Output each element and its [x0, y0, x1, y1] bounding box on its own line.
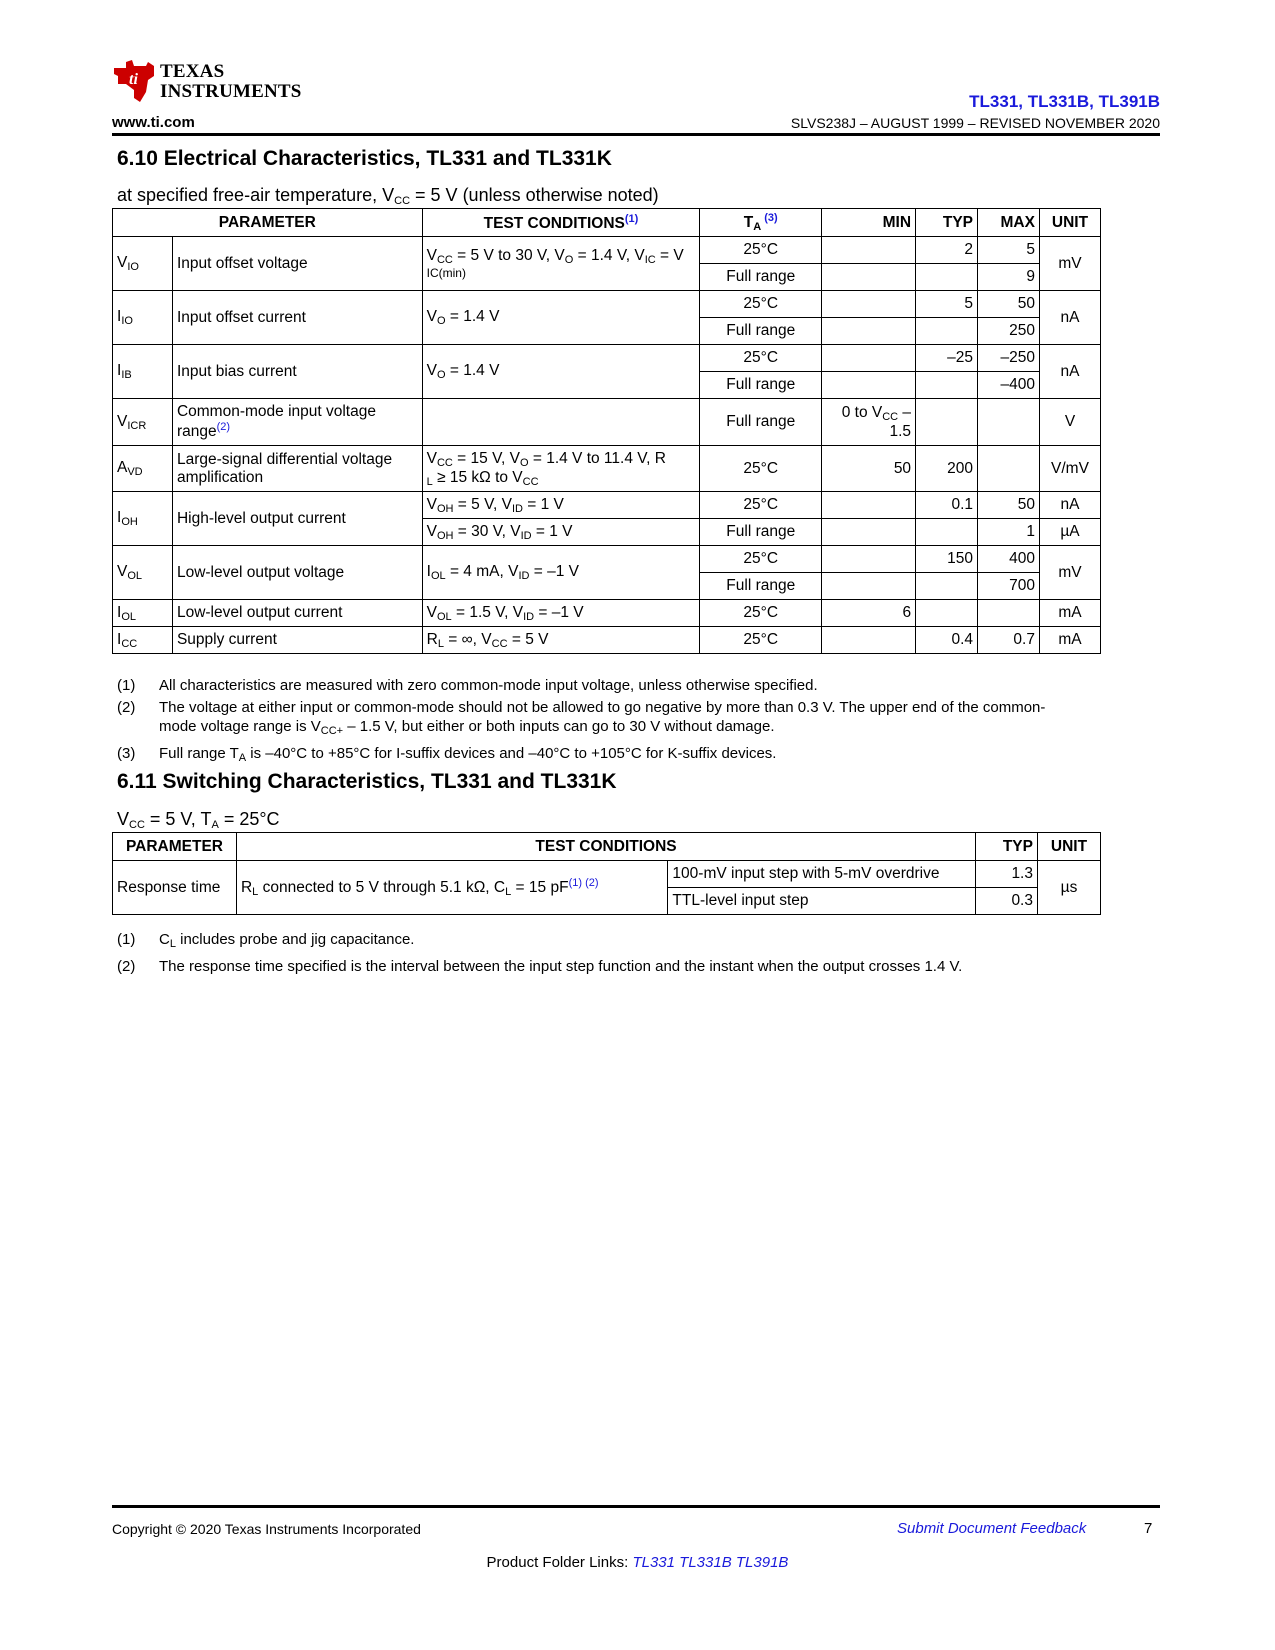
- unit-cell: mA: [1039, 627, 1100, 654]
- table-row: [113, 399, 1101, 446]
- max-cell: –400: [978, 372, 1040, 399]
- tc-vio-line1: $V_{CC} = 5$ V to 30 V, $V_O = 1.4$ V, $V_{IC} = V$: [426, 247, 684, 266]
- tc-avd: $V_{CC} = 15$ V, $V_O = 1.4$ V to 11.4 V, R $_L$ ≥ 15 kΩ to $V_{CC}$: [422, 446, 700, 492]
- tc-iio: $V_O = 1.4$ V: [422, 291, 700, 345]
- table-row: [113, 861, 1101, 888]
- symbol-vio: $V_{IO}$: [113, 237, 173, 291]
- max-cell: –250: [978, 345, 1040, 372]
- symbol-ioh: $I_{OH}$: [113, 492, 173, 546]
- ta-cell: 25°C: [700, 492, 822, 519]
- part-numbers[interactable]: TL331, TL331B, TL391B: [969, 92, 1160, 111]
- max-cell: 400: [978, 546, 1040, 573]
- min-cell: 0 to $V_{CC}$ – 1.5: [822, 399, 916, 446]
- table-row: [113, 627, 1101, 654]
- site-url[interactable]: www.ti.com: [112, 114, 195, 131]
- product-folder-links: Product Folder Links: TL331 TL331B TL391B: [486, 1554, 789, 1571]
- unit-cell: µA: [1039, 519, 1100, 546]
- typ-cell: 5: [916, 291, 978, 318]
- header-min: MIN: [822, 209, 916, 237]
- tc-vio-line2: IC(min): [426, 266, 466, 280]
- unit-cell: V/mV: [1039, 446, 1100, 492]
- footnote: (1) All characteristics are measured with zero common-mode input voltage, unless otherwise specified.: [117, 677, 818, 694]
- unit-cell: nA: [1039, 291, 1100, 345]
- page-header: [112, 58, 1160, 136]
- page-number: 7: [1144, 1520, 1153, 1537]
- folder-link-tl331b[interactable]: TL331B: [679, 1554, 732, 1571]
- typ-cell: –25: [916, 345, 978, 372]
- copyright: Copyright © 2020 Texas Instruments Incorporated: [112, 1521, 421, 1537]
- param-vol: Low-level output voltage: [172, 546, 422, 600]
- electrical-notes: [117, 676, 1107, 771]
- tc-iib: $V_O = 1.4$ V: [422, 345, 700, 399]
- symbol-vicr: $V_{ICR}$: [113, 399, 173, 446]
- footer-divider: [112, 1505, 1160, 1508]
- param-avd: Large-signal differential voltage amplification: [172, 446, 422, 492]
- tc-vio: [422, 237, 700, 291]
- ta-cell: Full range: [700, 372, 822, 399]
- switching-characteristics-table: [112, 832, 1101, 915]
- unit-cell: nA: [1039, 492, 1100, 519]
- cond-cell: 100-mV input step with 5-mV overdrive: [668, 861, 976, 888]
- param-vicr: Common-mode input voltage range$^{(2)}$: [172, 399, 422, 446]
- typ-cell: 150: [916, 546, 978, 573]
- table-row: [113, 291, 1101, 318]
- ta-cell: Full range: [700, 573, 822, 600]
- tc-ioh-1: $V_{OH} = 5$ V, $V_{ID} = 1$ V: [422, 492, 700, 519]
- header-parameter: PARAMETER: [113, 209, 423, 237]
- param-iib: Input bias current: [172, 345, 422, 399]
- brand-line1: TEXAS: [160, 61, 225, 82]
- brand-line2: INSTRUMENTS: [160, 81, 302, 102]
- ta-cell: 25°C: [700, 446, 822, 492]
- section-subtitle-switching: $V_{CC} = 5$ V, $T_A = 25^\circ C$: [117, 809, 280, 831]
- ta-cell: 25°C: [700, 627, 822, 654]
- tc-icc: $R_L$ = ∞, $V_{CC} = 5$ V: [422, 627, 700, 654]
- footnote: (1) $C_L$ includes probe and jig capacitance.: [117, 931, 415, 950]
- symbol-iio: $I_{IO}$: [113, 291, 173, 345]
- max-cell: 700: [978, 573, 1040, 600]
- folder-link-tl331[interactable]: TL331: [632, 1554, 675, 1571]
- header-ta: $T_A$ $^{(3)}$: [700, 209, 822, 237]
- max-cell: 5: [978, 237, 1040, 264]
- table-header-row: [113, 209, 1101, 237]
- unit-cell: µs: [1038, 861, 1101, 915]
- ta-cell: 25°C: [700, 237, 822, 264]
- symbol-icc: $I_{CC}$: [113, 627, 173, 654]
- max-cell: 50: [978, 291, 1040, 318]
- table-row: [113, 600, 1101, 627]
- table-row: [113, 546, 1101, 573]
- max-cell: 50: [978, 492, 1040, 519]
- submit-feedback-link[interactable]: Submit Document Feedback: [897, 1520, 1087, 1537]
- param-response-time: Response time: [113, 861, 237, 915]
- min-cell: 50: [822, 446, 916, 492]
- param-vio: Input offset voltage: [172, 237, 422, 291]
- ta-cell: 25°C: [700, 291, 822, 318]
- typ-cell: 0.1: [916, 492, 978, 519]
- typ-cell: 2: [916, 237, 978, 264]
- document-id: SLVS238J – AUGUST 1999 – REVISED NOVEMBER 2020: [790, 115, 1160, 131]
- table-row: [113, 237, 1101, 264]
- header-typ: TYP: [976, 833, 1038, 861]
- typ-cell: 0.3: [976, 888, 1038, 915]
- cond-cell: TTL-level input step: [668, 888, 976, 915]
- tc-response-time: $R_L$ connected to 5 V through 5.1 kΩ, $C_L = 15$ $pF^{(1) (2)}$: [236, 861, 667, 915]
- header-max: MAX: [978, 209, 1040, 237]
- ta-cell: 25°C: [700, 345, 822, 372]
- unit-cell: mA: [1039, 600, 1100, 627]
- ta-cell: 25°C: [700, 546, 822, 573]
- header-unit: UNIT: [1039, 209, 1100, 237]
- ti-logo: [112, 58, 312, 110]
- header-test-conditions: TEST CONDITIONS: [236, 833, 975, 861]
- section-subtitle-electrical: at specified free-air temperature, $V_{CC} = 5$ V (unless otherwise noted): [117, 185, 659, 207]
- header-unit: UNIT: [1038, 833, 1101, 861]
- ta-cell: Full range: [700, 399, 822, 446]
- max-cell: 0.7: [978, 627, 1040, 654]
- param-iol: Low-level output current: [172, 600, 422, 627]
- header-test-conditions: TEST CONDITIONS$^{(1)}$: [422, 209, 700, 237]
- table-row: [113, 345, 1101, 372]
- ta-cell: 25°C: [700, 600, 822, 627]
- table-row: [113, 446, 1101, 492]
- section-title-electrical: 6.10 Electrical Characteristics, TL331 and TL331K: [117, 147, 612, 170]
- symbol-vol: $V_{OL}$: [113, 546, 173, 600]
- max-cell: 250: [978, 318, 1040, 345]
- table-row: [113, 492, 1101, 519]
- typ-cell: 0.4: [916, 627, 978, 654]
- typ-cell: 200: [916, 446, 978, 492]
- min-cell: 6: [822, 600, 916, 627]
- symbol-iol: $I_{OL}$: [113, 600, 173, 627]
- section-title-switching: 6.11 Switching Characteristics, TL331 and TL331K: [117, 770, 617, 793]
- max-cell: 9: [978, 264, 1040, 291]
- unit-cell: mV: [1039, 546, 1100, 600]
- param-ioh: High-level output current: [172, 492, 422, 546]
- header-typ: TYP: [916, 209, 978, 237]
- ta-cell: Full range: [700, 519, 822, 546]
- footnote: (3) Full range $T_A$ is –40°C to +85°C for I-suffix devices and –40°C to +105°C for K-suffix devices.: [117, 745, 777, 764]
- ta-cell: Full range: [700, 318, 822, 345]
- table-header-row: [113, 833, 1101, 861]
- unit-cell: mV: [1039, 237, 1100, 291]
- tc-iol: $V_{OL} = 1.5$ V, $V_{ID} = -1$ V: [422, 600, 700, 627]
- footnote: (2) The voltage at either input or common-mode should not be allowed to go negative by more than 0.3 V. The upper end of the common- mode voltage range is $V_{CC+} - 1.5$ V, but either or both inputs can go to 30 V without damage.: [117, 699, 1046, 737]
- param-icc: Supply current: [172, 627, 422, 654]
- symbol-iib: $I_{IB}$: [113, 345, 173, 399]
- footnote: (2) The response time specified is the interval between the input step function and the instant when the output crosses 1.4 V.: [117, 958, 963, 975]
- tc-ioh-2: $V_{OH} = 30$ V, $V_{ID} = 1$ V: [422, 519, 700, 546]
- header-parameter: PARAMETER: [113, 833, 237, 861]
- tc-vol: $I_{OL} = 4$ mA, $V_{ID} = -1$ V: [422, 546, 700, 600]
- max-cell: 1: [978, 519, 1040, 546]
- folder-link-tl391b[interactable]: TL391B: [735, 1554, 789, 1571]
- unit-cell: nA: [1039, 345, 1100, 399]
- switching-notes: [117, 930, 1107, 979]
- typ-cell: 1.3: [976, 861, 1038, 888]
- svg-text:ti: ti: [129, 71, 138, 88]
- ti-wordmark: [160, 62, 302, 102]
- unit-cell: V: [1039, 399, 1100, 446]
- electrical-characteristics-table: [112, 208, 1101, 654]
- ta-cell: Full range: [700, 264, 822, 291]
- ti-logo-icon: [112, 58, 160, 104]
- param-iio: Input offset current: [172, 291, 422, 345]
- symbol-avd: $A_{VD}$: [113, 446, 173, 492]
